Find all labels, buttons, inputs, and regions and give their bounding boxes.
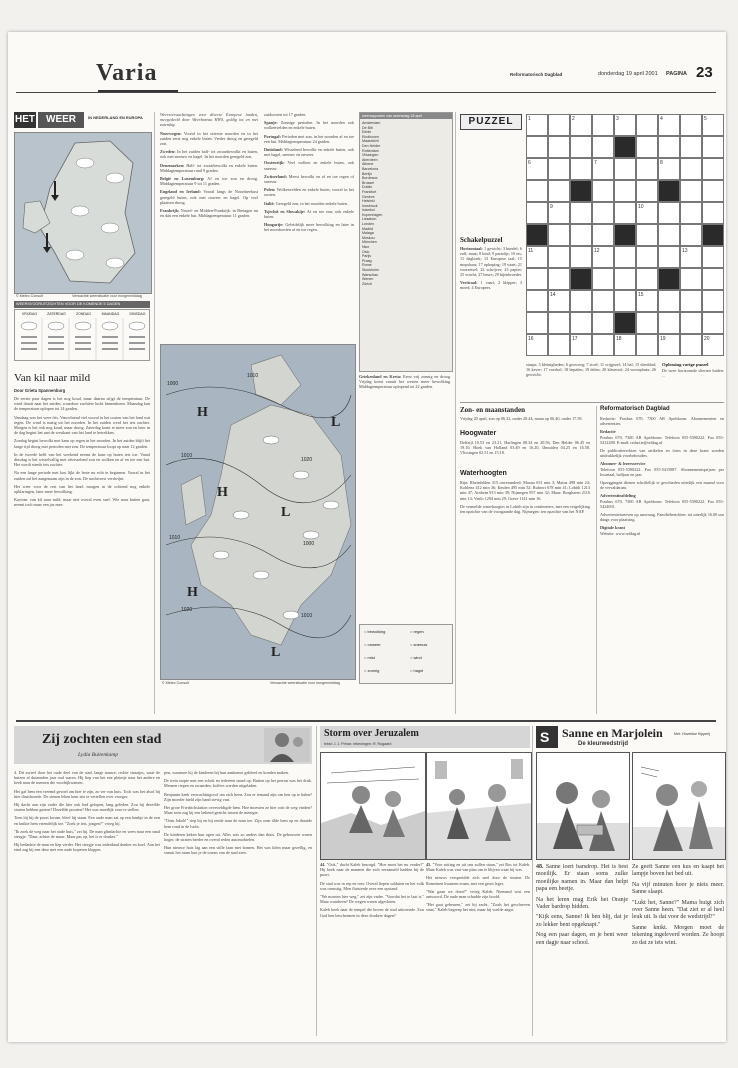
label-belgie: België en Luxemburg:	[160, 176, 205, 182]
puzzle-cell[interactable]	[592, 202, 614, 224]
label-verticaal: Verticaal:	[460, 280, 478, 286]
europe-weather-map	[160, 344, 356, 680]
city-name: Rome	[362, 263, 372, 268]
europe-map-caption: Verwachte weersituatie voor morgenmiddag	[270, 681, 340, 685]
legend-symbol-icon: ○	[410, 642, 414, 647]
newspaper-page	[8, 32, 726, 1042]
puzzle-cell[interactable]: 8	[658, 158, 680, 180]
puzzle-cell[interactable]	[702, 158, 724, 180]
legend-item	[364, 629, 385, 634]
comic-text-1: 44. "Ook," dacht Kaleb bezorgd. "Hoe moet het nu verder?" Hij keek naar de mannen die zich verzameld hadden bij de poort. De stad was in rep en roer. Overal liepen soldaten en het volk was onrustig. Men fluisterde over een opstand. "We moeten hier weg," zei zijn vader. "Voordat het te laat is." Maar waarheen? De wegen waren afgesloten. Kaleb keek naar de tempel die boven de stad uittorende. Zou God hen beschermen in deze donkere dagen?	[320, 862, 424, 918]
weather-byline: Door Grieta Spannenburg	[14, 388, 66, 393]
city-name: Dublin	[362, 185, 373, 190]
legend-label: wind	[413, 655, 422, 660]
city-name: Wenen	[362, 277, 374, 282]
puzzle-block	[570, 180, 592, 202]
weather-headline: Van kil naar mild	[14, 372, 91, 384]
city-name: Eelde	[362, 130, 372, 135]
puzzle-cell[interactable]	[680, 180, 702, 202]
puzzle-cell[interactable]	[592, 312, 614, 334]
weather-badge-sub: IN NEDERLAND EN EUROPA	[88, 115, 143, 120]
puzzle-cell[interactable]	[636, 224, 658, 246]
puzzle-cell[interactable]	[526, 268, 548, 290]
weather-legend	[359, 624, 453, 684]
puzzle-cell[interactable]	[658, 290, 680, 312]
label-oostenrijk: Oostenrijk:	[264, 160, 285, 166]
puzzle-cell[interactable]	[680, 202, 702, 224]
legend-symbol-icon: ○	[364, 629, 368, 634]
sanne-panel-1	[536, 752, 630, 860]
puzzle-cell[interactable]: 7	[592, 158, 614, 180]
city-name: Helsinki	[362, 199, 375, 204]
label-frankrijk: Frankrijk:	[160, 208, 180, 214]
story-col-1: 4. Dit zwierf door het oude deel van de stad, lange nauwe, rechte straatjes, waar de huizen al duizenden jaar oud waren. Hij liep van het ene pleintje naar het andere en keek naar de mensen die voorbijkwamen. Het gaf hem een vreemd gevoel om hier te zijn, zo ver van huis. Toch was het alsof hij hier thuishoorde. De stenen leken hem iets te vertellen over vroeger. Hij dacht aan zijn vader die hier ook had gelopen, lang geleden. Zou hij dezelfde straten hebben gezien? Dezelfde poorten? Het was moeilijk voor te stellen. Toen hij bij de poort kwam, bleef hij staan. Een oude man zat op een bankje in de zon en knikte hem vriendelijk toe. "Zoek je iets, jongen?" vroeg hij. "Ik zoek de weg naar het oude huis," zei hij. De man glimlachte en wees naar een smal steegje. "Daar, achter de muur. Maar pas op, het is er donker." Hij bedankte de man en liep verder. Het steegje was inderdaad donker en koel. Aan het eind zag hij een deur met een oude koperen klopper.	[14, 770, 160, 853]
label-zwitserland: Zwitserland:	[264, 173, 288, 179]
puzzle-cell[interactable]	[570, 246, 592, 268]
legend-label: sneeuw	[413, 642, 428, 647]
page-label: PAGINA	[666, 71, 687, 77]
puzzle-cell[interactable]	[548, 312, 570, 334]
sanne-title: Sanne en Marjolein	[562, 726, 663, 740]
puzzle-cell[interactable]	[548, 158, 570, 180]
puzzle-cell[interactable]	[592, 136, 614, 158]
city-name: Frankfurt	[362, 189, 377, 194]
city-name: Warschau	[362, 272, 379, 277]
isobar-label: 1010	[301, 613, 313, 619]
puzzle-cell[interactable]	[548, 136, 570, 158]
pressure-letter: H	[217, 485, 228, 500]
puzzle-cell[interactable]: 9	[548, 202, 570, 224]
city-name: Den Helder	[362, 143, 381, 148]
newspaper-name: Reformatorisch Dagblad	[510, 72, 563, 77]
puzzle-block	[570, 268, 592, 290]
waterhoogten-text: Rijn: Rheinfelden 315 onveranderd; Maxau 651 min 3; Mainz 498 min 24; Koblenz 412 min 36; Keulen 495 min 52; Ruhrort 678 min 41; Lobith 1213 min 47; Arnhem 913 min 39; Nijmegen 957 min 32; Maas: Borgharen 2116 min 14; Venlo 1294 min 29; Grave 1141 min 16. De vermelde waterhoogtes in Lobith zijn in centimeters, met een vergelijking ten opzichte van de voorgaande dag. Nijmegen: ten opzichte van het NAP.	[460, 480, 590, 515]
puzzle-cell[interactable]	[702, 202, 724, 224]
puzzle-block	[614, 224, 636, 246]
puzzle-cell[interactable]	[570, 202, 592, 224]
city-name: Oslo	[362, 249, 370, 254]
label-hongarije: Hongarije:	[264, 222, 284, 228]
comic-title: Storm over Jeruzalem	[324, 728, 419, 739]
legend-label: regen	[413, 629, 424, 634]
isobar-label: 1020	[301, 457, 313, 463]
city-name: Madrid	[362, 226, 373, 231]
puzzle-cell[interactable]: 17	[570, 334, 592, 356]
legend-item	[364, 668, 379, 673]
forecast-day: MAANDAG	[101, 312, 120, 316]
puzzle-badge: PUZZEL	[460, 114, 522, 130]
label-engeland: Engeland en Ierland:	[160, 189, 201, 195]
legend-item	[364, 642, 381, 647]
city-name: Aberdeen	[362, 157, 378, 162]
city-name: Innsbruck	[362, 203, 378, 208]
puzzle-cell[interactable]	[526, 202, 548, 224]
puzzle-cell[interactable]	[636, 312, 658, 334]
puzzle-cell[interactable]	[636, 180, 658, 202]
sanne-dialogue: Lukt het, Sanne?	[634, 899, 677, 906]
svg-text:S: S	[540, 729, 550, 745]
puzzle-cell[interactable]: 16	[526, 334, 548, 356]
pressure-letter: L	[271, 645, 281, 660]
puzzle-block	[658, 268, 680, 290]
puzzle-block	[658, 180, 680, 202]
puzzle-cell[interactable]	[548, 268, 570, 290]
label-duitsland: Duitsland:	[264, 147, 283, 153]
city-name: Bordeaux	[362, 176, 378, 181]
isobar-label: 1010	[247, 373, 259, 379]
city-table-title: weerrapporten van woensdag 18 april	[360, 113, 452, 119]
city-row	[362, 282, 450, 287]
colofon-advertentie: Advertentieafdeling	[600, 493, 636, 499]
city-name: Barcelona	[362, 166, 379, 171]
city-name: Genève	[362, 194, 375, 199]
puzzle-cell[interactable]	[570, 312, 592, 334]
puzzle-title: Schakelpuzzel	[460, 236, 503, 244]
puzzle-cell[interactable]	[636, 268, 658, 290]
puzzle-cell[interactable]: 11	[526, 246, 548, 268]
city-name: Malaga	[362, 231, 374, 236]
legend-item	[364, 655, 375, 660]
label-spanje: Spanje:	[264, 120, 278, 126]
puzzle-cell[interactable]	[570, 158, 592, 180]
city-name: München	[362, 240, 377, 245]
comic-panel-number: 44.	[320, 862, 326, 867]
pressure-letter: H	[197, 405, 208, 420]
sun-moon-text: Vrijdag 20 april, zon op 06.32, onder 20.44; maan op 06.40, onder 17.59.	[460, 416, 583, 421]
puzzle-cell[interactable]	[702, 136, 724, 158]
puzzle-cell[interactable]	[526, 312, 548, 334]
legend-symbol-icon: ○	[364, 668, 368, 673]
europe-forecast-col-2: zuidoosten tot 17 graden. Spanje: Zonnige perioden. In het noorden ook wolkenvelden en enkele buien. Portugal: Perioden met zon, in het noorden af en toe een bui. Middagtemperatuur 24 graden. Duitsland: Wisselend bewolkt en enkele buien, ook met hagel, sneeuw en onweer. Oostenrijk: Veel wolken en enkele buien, ook sneeuw. Zwitserland: Meest bewolkt en af en toe regen of sneeuw. Polen: Wolkenvelden en enkele buien, vooral in het oosten. Italië: Geregeld zon, in het noorden enkele buien. Tsjechië en Slowakije: Af en toe zon, ook enkele buien. Hongarije: Geleidelijk meer bewolking en later in het noordoosten af en toe regen.	[264, 112, 354, 233]
story-col-2: pen, waarmee hij de kinderen bij hun aankomst gekleed en konden maken. De trein stopte met een schok en iedereen stond op. Buiten op het perron was het druk. Mensen riepen en zwaaiden, koffers werden uitgeladen. Benjamin keek verwachtingsvol om zich heen. Zou er iemand zijn om hen op te halen? Zijn moeder hield zijn hand stevig vast. Het grote Friedrichstation overweldigde hem. Hoe moesten ze hier ooit de weg vinden? Maar toen zag hij een bekend gezicht tussen de menigte. "Oom Jakob!" riep hij en hij rende naar de man toe. Zijn oom tilde hem op en draaide hem rond in de lucht. De kinderen keken hun ogen uit. Alles was zo anders dan thuis. De gebouwen waren hoger, de straten breder en overal reden automobielen. Hun nieuwe huis lag aan een stille laan met bomen. Het was klein maar gezellig, en vanuit het raam kon je de torens van de stad zien.	[164, 770, 312, 856]
puzzle-cell[interactable]	[702, 246, 724, 268]
puzzle-cell[interactable]	[636, 114, 658, 136]
puzzle-cell[interactable]	[614, 158, 636, 180]
puzzle-cell[interactable]: 6	[526, 158, 548, 180]
pressure-letter: H	[187, 585, 198, 600]
pressure-letter: L	[331, 415, 341, 430]
city-name: Londen	[362, 222, 374, 227]
puzzle-cell[interactable]	[636, 246, 658, 268]
legend-item	[410, 642, 427, 647]
legend-label: mist	[367, 655, 375, 660]
puzzle-cell[interactable]	[548, 180, 570, 202]
colofon-title: Reformatorisch Dagblad	[600, 406, 670, 412]
city-name: Parijs	[362, 254, 371, 259]
comic-panel-2	[426, 752, 532, 860]
puzzle-cell[interactable]	[658, 224, 680, 246]
city-name: Eindhoven	[362, 134, 379, 139]
legend-label: bewolking	[367, 629, 386, 634]
city-name: Praag	[362, 258, 372, 263]
colofon-redactie: Redactie	[600, 429, 616, 435]
city-name: Berlijn	[362, 171, 372, 176]
sun-moon-title: Zon- en maanstanden	[460, 406, 525, 414]
puzzle-cell[interactable]: 2	[570, 114, 592, 136]
isobar-label: 1000	[303, 541, 315, 547]
page-number: 23	[696, 64, 713, 81]
puzzle-cell[interactable]	[702, 312, 724, 334]
issue-date: donderdag 19 april 2001	[598, 71, 658, 77]
solution-title: Oplossing vorige puzzel	[662, 362, 709, 367]
legend-label: hagel	[413, 668, 424, 673]
city-name: Maastricht	[362, 139, 379, 144]
comic-panel-number: 45.	[426, 862, 432, 867]
puzzle-grid	[526, 114, 724, 356]
puzzle-block	[526, 224, 548, 246]
isobar-label: 1010	[181, 453, 193, 459]
puzzle-cell[interactable]	[614, 290, 636, 312]
puzzle-cell[interactable]	[548, 334, 570, 356]
story-illustration	[264, 728, 310, 762]
puzzle-cell[interactable]	[548, 224, 570, 246]
legend-label: onweer	[367, 642, 381, 647]
puzzle-block	[614, 136, 636, 158]
sanne-panel-number: 48.	[536, 864, 544, 870]
forecast-day: ZONDAG	[76, 312, 91, 316]
legend-label: zonnig	[367, 668, 380, 673]
puzzle-cell[interactable]	[658, 246, 680, 268]
story-author: Lydia Buitenkamp	[78, 752, 119, 758]
puzzle-cell[interactable]: 19	[658, 334, 680, 356]
forecast-days	[14, 309, 150, 361]
city-name: Brussel	[362, 180, 374, 185]
puzzle-cell[interactable]	[526, 136, 548, 158]
city-name: Kopenhagen	[362, 212, 383, 217]
puzzle-cell[interactable]: 3	[614, 114, 636, 136]
puzzle-block	[614, 312, 636, 334]
legend-item	[410, 629, 424, 634]
colofon-digitaal: Digitale krant	[600, 525, 626, 531]
comic-credits: tekst: J. J. Prince, tekeningen: R. Rogaard	[324, 742, 392, 746]
city-weather-table	[359, 112, 453, 372]
puzzle-cell[interactable]	[680, 334, 702, 356]
city-name: Moskou	[362, 235, 375, 240]
puzzle-cell[interactable]: 5	[702, 114, 724, 136]
isobar-label: 1010	[169, 535, 181, 541]
isobar-label: 1020	[181, 607, 193, 613]
label-tsjechie: Tsjechië en Slowakije:	[264, 208, 306, 214]
sanne-text-2: Ze geeft Sanne een kus en kaapt het lampje boven het bed uit. Na vijf minuten hoor je niets meer. Sanne slaapt. "Lukt het, Sanne?" Mama buigt zich over Sanne heen. "Dat ziet er al heel leuk uit. Is dat voor de wedstrijd?" Sanne knikt. Morgen moet de tekening ingeleverd worden. Ze hoopt zo dat ze iets wint.	[632, 864, 724, 946]
puzzle-cell[interactable]	[614, 268, 636, 290]
sanne-text-1: 48. Sanne loert barsdrop. Het is best moeilijk. Er staan soms zulke moeilijke namen in. Maar dan helpt papa een beetje. Na het leren mag Erik het Oranje Vader bardrop hidden. "Kijk eens, Sanne! Ik ben blij, dat je zo lekker bent opgeknapt." Nog een paar dagen, en je bent weer een dagje naar school.	[536, 864, 628, 946]
puzzle-cell[interactable]: 12	[592, 246, 614, 268]
puzzle-cell[interactable]	[548, 246, 570, 268]
puzzle-cell[interactable]	[680, 114, 702, 136]
puzzle-cell[interactable]	[680, 136, 702, 158]
label-portugal: Portugal:	[264, 133, 281, 139]
forecast-header: WEERSVOORUITZICHTEN VOOR DE KOMENDE 5 DAGEN	[14, 301, 150, 308]
comic-text-2: 45. "Voor rotting en uit ons zullen staan," zei Ros tot Kaleb. Maar Kaleb was vast van plan om te blijven waar hij was. Het nieuws verspreidde zich snel door de straten. De Romeinen kwamen eraan, met een groot leger. "Wat gaan we doen?" vroeg Kaleb. Niemand wist een antwoord. De oude man schudde zijn hoofd. "Het gaat gebeuren," zei hij zacht. "Zoals het geschreven staat." Kaleb begreep het niet, maar hij voelde angst.	[426, 862, 530, 913]
nl-map-credit: © Meteo Consult	[16, 294, 43, 298]
puzzle-cell[interactable]	[680, 268, 702, 290]
section-title: Varia	[96, 60, 158, 86]
legend-symbol-icon: ○	[364, 642, 368, 647]
europe-forecast-col-1: Weersverwachtingen voor diverse Europese landen, meegedeeld door Weerbureau HWS, geldig tot en met zaterdag. Noorwegen: Vooral in het uiterste noorden en in het zuiden eerst nog enkele buien. Verder droog en geregeld zon. Zweden: In het zuiden half- tot zwaarbewolkt en buien, ook met sneeuw en hagel. In het noorden geregeld zon. Denemarken: Half- tot zwaarbewolkt en enkele buien. Middagtemperatuur rond 9 graden. België en Luxemburg: Af en toe zon en droog. Middagtemperatuur 9 tot 11 graden. Engeland en Ierland: Vooral langs de Noordzeekust geregeld buien, ook met onweer en hagel. Op veel plaatsen droog. Frankrijk: Noord- en Midden-Frankrijk: in Bretagne nu en dan een enkele bui. Middagtemperatuur 11 graden.	[160, 112, 258, 219]
hoogwater-text: Delfzijl 10.53 en 23.21, Harlingen 08.34 en 20.56, Den Helder 06.45 en 19.10, Hoek van Holland 03.49 en 16.20, IJmuiden 04.25 en 16.58, Vlissingen 02.51 en 15.18.	[460, 440, 590, 456]
greece-forecast: Griekenland en Kreta: Eerst vrij zonnig en droog. Vrijdag komt vanuit het westen meer bewolking. Middagtemperatuur oplopend tot 22 graden.	[359, 374, 451, 390]
label-griekenland: Griekenland en Kreta:	[359, 374, 402, 379]
puzzle-cell[interactable]: 15	[636, 290, 658, 312]
puzzle-cell[interactable]	[680, 158, 702, 180]
puzzle-cell[interactable]	[636, 158, 658, 180]
story-title: Zij zochten een stad	[42, 732, 162, 747]
puzzle-cell[interactable]	[570, 224, 592, 246]
city-name: Vlissingen	[362, 153, 379, 158]
puzzle-cell[interactable]: 1	[526, 114, 548, 136]
puzzle-cell[interactable]	[702, 290, 724, 312]
sanne-subtitle: De kleurwedstrijd	[578, 741, 629, 747]
weather-badge	[14, 112, 150, 130]
puzzle-cell[interactable]	[658, 202, 680, 224]
sanne-dialogue: Kijk eens, Sanne!	[538, 914, 583, 921]
puzzle-cell[interactable]	[680, 312, 702, 334]
puzzle-cell[interactable]	[680, 290, 702, 312]
city-name: Lissabon	[362, 217, 377, 222]
puzzle-cell[interactable]	[680, 224, 702, 246]
puzzle-clues-2: staaps; 5 kleinigheden; 6 gezwoeg; 7 stoel; 11 vrijgezel; 14 bal; 15 dienblad; 16 kever; 17 voedsel; 18 bepalen; 19 delen; 20 kleurstof; 24 woonplaats; 26 gewricht.	[526, 362, 656, 378]
puzzle-cell[interactable]	[614, 246, 636, 268]
comic-panel-1	[320, 752, 426, 860]
puzzle-cell[interactable]	[636, 334, 658, 356]
sanne-logo	[536, 726, 558, 748]
colofon-text: Redactie: Postbus 670, 7300 AR Apeldoorn. Abonnementen en advertenties. Redactie Postbus 670, 7300 AR Apeldoorn. Telefoon 055-5390222. Fax 055-5412288. E-mail: redactie@refdag.nl De publicatierechten van artikelen en fotos in deze krant worden uitdrukkelijk voorbehouden. Abonnee- & lezersservice Telefoon 055-5390222. Fax 055-5415887. Abonnementsprijzen per kwartaal, halfjaar en jaar. Opzeggingen dienen schriftelijk te geschieden uiterlijk een maand voor de vervaldatum. Advertentieafdeling Postbus 670, 7300 AR Apeldoorn. Telefoon 055-5390222. Fax 055-5424691. Advertentietarieven op aanvraag. Familieberichten: tot uiterlijk 16.00 uur daags voor plaatsing. Digitale krant Website: www.refdag.nl	[600, 416, 724, 536]
puzzle-cell[interactable]	[592, 224, 614, 246]
nl-map-caption: Verwachte weersituatie voor morgenmiddag	[72, 294, 142, 298]
legend-item	[410, 655, 422, 660]
forecast-day: VRIJDAG	[21, 312, 38, 316]
puzzle-cell[interactable]: 13	[680, 246, 702, 268]
weather-badge-weer: WEER	[38, 112, 84, 128]
city-name: Zürich	[362, 281, 372, 286]
colofon-intro: Redactie: Postbus 670, 7300 AR Apeldoorn. Abonnementen en advertenties.	[600, 416, 724, 427]
weather-article-body: De eerste paar dagen is het nog koud, maar daarna stijgt de temperatuur. De wind draait naar het zuiden, waardoor zachtere lucht binnenkomt. Maandag kan de temperatuur oplopen tot 14 graden. Vandaag was het weer fris. Vanochtend viel vooral in het oosten van het land wat regen. De wind is matig uit het noorden. In het zuiden werd het iets zachter. Morgen is het ook nog koud, maar droog. Zaterdag komt er meer zon en later in de dag begint het aan de westkant van het land te betrekken. Zondag begint bewolkt met kans op regen in het noorden. In het zuiden blijft het lange tijd droog met perioden met zon. De temperatuur loopt op naar 12 graden. In de tweede helft van het weekend neemt de kans op buien iets toe. Vanaf dinsdag is het wisselvallig met afwisselend zon en wolken en af en toe een bui. Het wordt steeds iets zachter. Na een lange periode met kou lijkt de lente nu echt te beginnen. Vooral in het zuiden zal het aangenaam zijn in de zon. De nachtvorst verdwijnt. Het weer voor de rest van het land: morgen in de ochtend nog enkele opklaringen, later meer bewolking. Kortom: van kil naar mild, maar niet overal even snel. Wie naar buiten gaat, neemt toch maar een jas mee.	[14, 396, 150, 508]
weather-badge-het: HET	[14, 112, 36, 128]
europe-intro: Weersverwachtingen voor diverse Europese landen, meegedeeld door Weerbureau HWS, geldig tot en met zaterdag.	[160, 112, 258, 128]
label-noorwegen: Noorwegen:	[160, 130, 182, 136]
puzzle-clues: Horizontaal: 1 gewicht; 3 bundel; 6 zalf; maat; 8 kind; 9 paradijs; 10 ets; 11 dagboek; 13 Europese taal; 15 mopshaar; 17 ophoping; 19 vaart; 21 voorzetsel; 22 schrijver; 23 papier; 25 vrucht; 27 beurs; 29 bijenbroeder. Verticaal: 1 vaart; 2 klepper; 3 moed; 4 Europees.	[460, 246, 522, 291]
forecast-day: ZATERDAG	[47, 312, 66, 316]
puzzle-cell[interactable]	[570, 290, 592, 312]
legend-symbol-icon: ○	[410, 668, 414, 673]
puzzle-cell[interactable]	[592, 290, 614, 312]
colofon-abonnee: Abonnee- & lezersservice	[600, 461, 646, 467]
hoogwater-title: Hoogwater	[460, 430, 497, 437]
waterhoogten-title: Waterhoogten	[460, 470, 507, 477]
puzzle-cell[interactable]	[592, 268, 614, 290]
solution-text: De twee horizontale slierten luiden: ...	[662, 368, 724, 379]
sanne-panel-2	[632, 752, 726, 860]
city-name: Stockholm	[362, 268, 379, 272]
forecast-day: DINSDAG	[129, 312, 146, 316]
sanne-credit: Met: Hoveldse Kipperij	[674, 732, 710, 736]
city-name: Rotterdam	[362, 148, 379, 153]
puzzle-cell[interactable]	[570, 136, 592, 158]
legend-symbol-icon: ○	[364, 655, 368, 660]
puzzle-cell[interactable]	[658, 136, 680, 158]
puzzle-cell[interactable]	[614, 202, 636, 224]
puzzle-cell[interactable]	[592, 114, 614, 136]
legend-symbol-icon: ○	[410, 629, 414, 634]
puzzle-cell[interactable]: 10	[636, 202, 658, 224]
puzzle-cell[interactable]	[702, 180, 724, 202]
legend-symbol-icon: ○	[410, 655, 414, 660]
label-italie: Italië:	[264, 200, 275, 206]
legend-item	[410, 668, 423, 673]
puzzle-cell[interactable]	[526, 290, 548, 312]
label-denemarken: Denemarken:	[160, 162, 185, 168]
puzzle-cell[interactable]	[592, 334, 614, 356]
pressure-letter: L	[281, 505, 291, 520]
puzzle-cell[interactable]: 20	[702, 334, 724, 356]
europe-map-credit: © Meteo Consult	[162, 681, 189, 685]
city-name: Amsterdam	[362, 121, 381, 125]
city-name: Istanbul	[362, 208, 375, 213]
puzzle-cell[interactable]	[658, 312, 680, 334]
puzzle-cell[interactable]: 4	[658, 114, 680, 136]
isobar-label: 1000	[167, 381, 179, 387]
city-name: De Bilt	[362, 125, 373, 130]
label-zweden: Zweden:	[160, 149, 176, 155]
puzzle-cell[interactable]	[548, 114, 570, 136]
label-horizontaal: Horizontaal:	[460, 246, 483, 251]
city-name: Athene	[362, 162, 374, 167]
label-polen: Polen:	[264, 187, 276, 193]
puzzle-cell[interactable]	[702, 268, 724, 290]
puzzle-block	[702, 224, 724, 246]
puzzle-cell[interactable]	[614, 180, 636, 202]
netherlands-weather-map	[14, 132, 152, 294]
puzzle-cell[interactable]: 18	[614, 334, 636, 356]
puzzle-cell[interactable]: 14	[548, 290, 570, 312]
puzzle-cell[interactable]	[526, 180, 548, 202]
puzzle-cell[interactable]	[592, 180, 614, 202]
city-name: Nice	[362, 245, 370, 250]
puzzle-cell[interactable]	[636, 136, 658, 158]
